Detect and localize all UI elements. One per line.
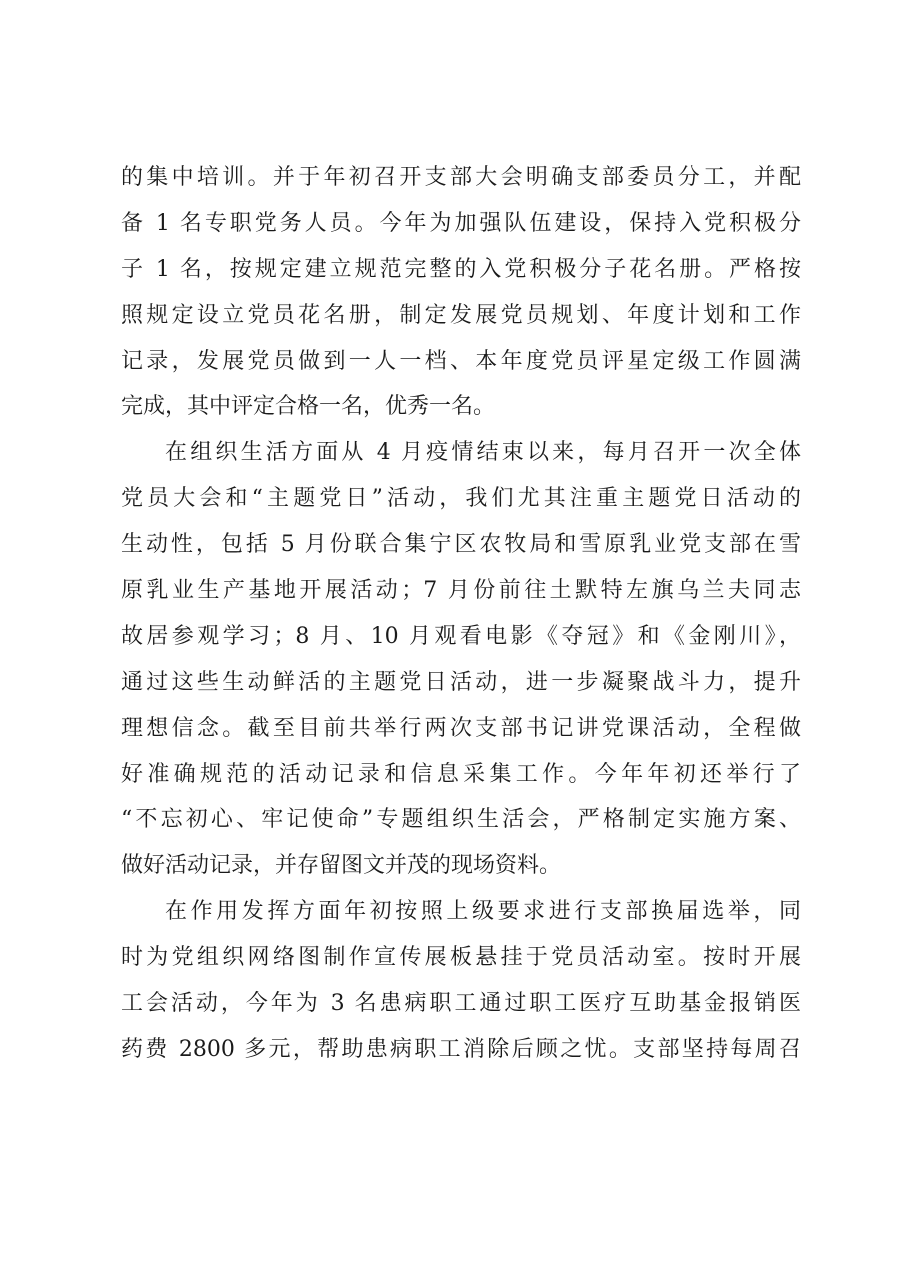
paragraph-1-line-4: 照规定设立党员花名册，制定发展党员规划、年度计划和工作 [121, 302, 801, 328]
paragraph-3-line-2: 时为党组织网络图制作宣传展板悬挂于党员活动室。按时开展 [121, 945, 801, 971]
paragraph-2-line-10: 做好活动记录，并存留图文并茂的现场资料。 [121, 853, 562, 879]
paragraph-1-line-5: 记录，发展党员做到一人一档、本年度党员评星定级工作圆满 [121, 348, 801, 374]
paragraph-3-line-1: 在作用发挥方面年初按照上级要求进行支部换届选举，同 [165, 899, 801, 925]
paragraph-1-line-3: 子 1 名，按规定建立规范完整的入党积极分子花名册。严格按 [121, 256, 801, 282]
paragraph-2-line-1: 在组织生活方面从 4 月疫情结束以来，每月召开一次全体 [165, 440, 801, 466]
paragraph-2-line-2: 党员大会和“主题党日”活动，我们尤其注重主题党日活动的 [121, 486, 801, 512]
paragraph-1-line-1: 的集中培训。并于年初召开支部大会明确支部委员分工，并配 [121, 165, 801, 190]
paragraph-2-line-4: 原乳业生产基地开展活动；7 月份前往土默特左旗乌兰夫同志 [121, 578, 801, 604]
paragraph-2-line-6: 通过这些生动鲜活的主题党日活动，进一步凝聚战斗力，提升 [121, 669, 801, 695]
paragraph-2-line-5: 故居参观学习；8 月、10 月观看电影《夺冠》和《金刚川》， [121, 623, 801, 649]
paragraph-3-line-4: 药费 2800 多元，帮助患病职工消除后顾之忧。支部坚持每周召 [121, 1036, 801, 1062]
paragraph-2-line-7: 理想信念。截至目前共举行两次支部书记讲党课活动，全程做 [121, 715, 801, 741]
document-body [121, 155, 801, 1073]
paragraph-2-line-3: 生动性，包括 5 月份联合集宁区农牧局和雪原乳业党支部在雪 [121, 532, 801, 558]
paragraph-2-line-9: “不忘初心、牢记使命”专题组织生活会，严格制定实施方案、 [121, 807, 801, 833]
paragraph-1-line-2: 备 1 名专职党务人员。今年为加强队伍建设，保持入党积极分 [121, 210, 801, 236]
paragraph-3-line-3: 工会活动，今年为 3 名患病职工通过职工医疗互助基金报销医 [121, 991, 801, 1017]
paragraph-1-line-6: 完成，其中评定合格一名，优秀一名。 [121, 394, 496, 420]
paragraph-2-line-8: 好准确规范的活动记录和信息采集工作。今年年初还举行了 [121, 761, 801, 787]
